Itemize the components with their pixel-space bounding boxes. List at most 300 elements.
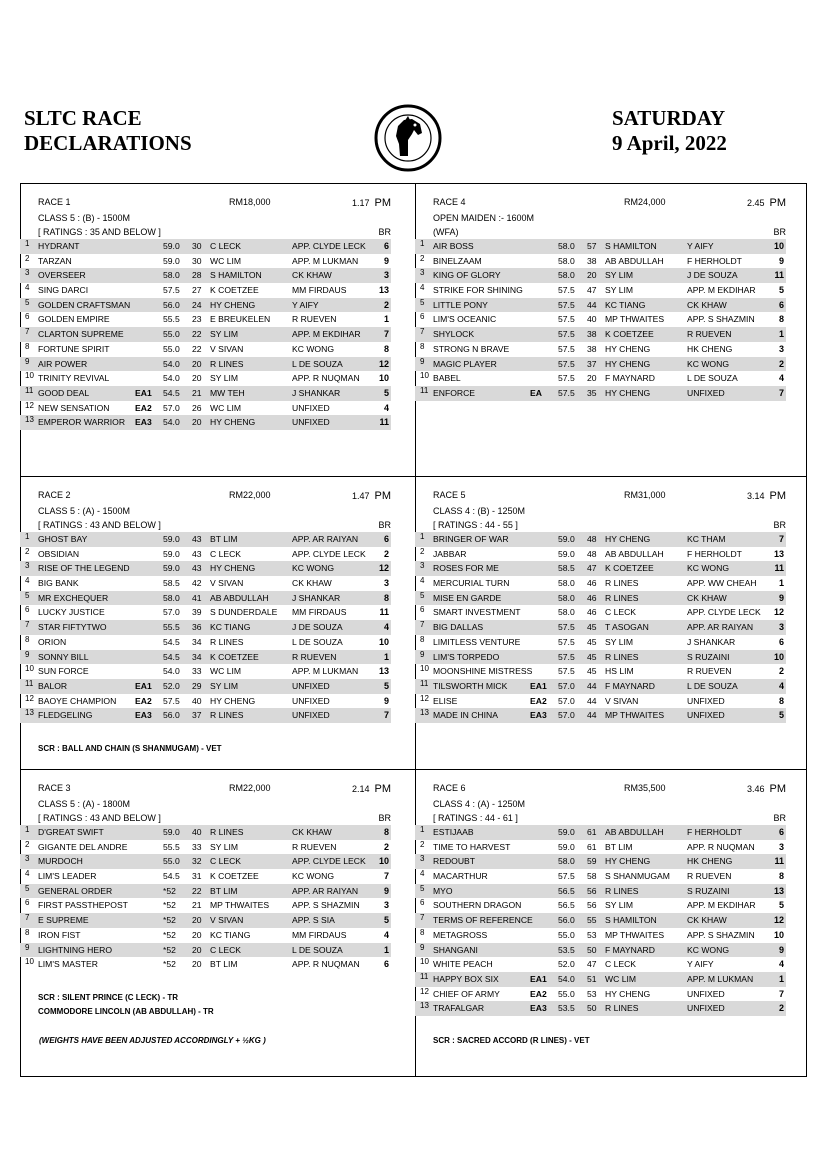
jockey: WC LIM [605,973,637,984]
horse-name: MACARTHUR [433,871,488,882]
ratings-text: [ RATINGS : 44 - 61 ] [433,813,518,823]
runner-row [415,371,786,386]
jockey: R LINES [605,578,639,589]
race-time-ampm: PM [374,197,391,209]
horse-name: LIM'S MASTER [38,959,98,970]
race-date [612,106,727,156]
runner-number: 2 [25,253,30,263]
trainer: APP. M EKDIHAR [687,900,756,911]
horse-name: MISE EN GARDE [433,592,502,603]
barrier: 8 [383,827,389,837]
race-number: RACE 3 [38,783,71,793]
barrier: 1 [778,329,784,340]
barrier: 7 [383,871,389,882]
runner-row [20,635,391,650]
horse-name: ROSES FOR ME [433,563,499,574]
horse-name: CHIEF OF ARMY [433,988,500,999]
weight: 58.0 [558,270,575,281]
jockey: MP THWAITES [605,929,665,940]
weight: 56.0 [558,915,575,926]
barrier: 3 [778,622,784,633]
weight: 58.0 [558,578,575,589]
weight: 57.0 [163,402,180,413]
rating: 47 [587,285,597,296]
weight: 55.0 [558,988,575,999]
barrier: 1 [383,651,389,662]
rating: 20 [192,944,202,955]
trainer: APP. CLYDE LECK [292,548,366,559]
barrier: 7 [778,534,784,544]
trainer: J SHANKAR [292,387,341,398]
race-time-ampm: PM [769,783,786,795]
trainer: APP. R NUQMAN [687,841,755,852]
jockey: S SHANMUGAM [605,871,670,882]
horse-name: KING OF GLORY [433,270,501,281]
weight: 57.0 [558,710,575,721]
rating: 44 [587,710,597,721]
rating: 44 [587,299,597,310]
jockey: V SIVAN [210,915,244,926]
rating: 33 [192,666,202,677]
runner-row [415,547,786,562]
race-time-ampm: PM [374,783,391,795]
jockey: HY CHENG [605,856,651,867]
runner-number: 1 [420,239,425,248]
trainer: APP. S SHAZMIN [687,929,755,940]
weight: 55.0 [163,329,180,340]
horse-name: OBSIDIAN [38,548,80,559]
barrier: 6 [778,299,784,310]
row-divider-2 [20,769,807,770]
race-number: RACE 4 [433,197,466,207]
barrier: 10 [378,636,389,647]
runner-row [20,664,391,679]
runner-row [415,576,786,591]
rating: 30 [192,255,202,266]
trainer: R RUEVEN [292,314,337,325]
runner-row [20,650,391,665]
race-day: SATURDAY [612,106,726,130]
trainer: APP. M LUKMAN [292,255,359,266]
runner-number: 2 [25,839,30,849]
jockey: HY CHENG [210,417,256,428]
barrier: 2 [383,299,389,310]
runner-row [20,386,391,401]
runner-row [415,650,786,665]
barrier: 3 [383,578,389,589]
runner-number: 10 [25,957,34,967]
race-ratings [20,811,391,825]
weight: 54.5 [163,636,180,647]
horse-name: LIM'S TORPEDO [433,651,500,662]
race-time [352,490,391,502]
runner-number: 10 [420,957,429,967]
rating: 41 [192,592,202,603]
runner-number: 5 [420,297,425,307]
horse-name: GHOST BAY [38,534,88,544]
trainer: KC WONG [687,563,730,574]
rating: 20 [192,417,202,428]
ratings-text: [ RATINGS : 35 AND BELOW ] [38,227,161,237]
trainer: HK CHENG [687,856,733,867]
jockey: HY CHENG [605,358,651,369]
rating: 51 [587,973,597,984]
jockey: K COETZEE [210,651,259,662]
horse-name: MOONSHINE MISTRESS [433,666,533,677]
runner-row [415,928,786,943]
jockey: MP THWAITES [605,710,665,721]
rating: 48 [587,534,597,544]
horse-name: TRINITY REVIVAL [38,373,110,384]
race-number: RACE 6 [433,783,466,793]
rating: 61 [587,827,597,837]
race-time [352,783,391,795]
barrier: 5 [778,285,784,296]
runner-row [20,576,391,591]
jockey: KC TIANG [605,299,646,310]
weight: 54.0 [163,666,180,677]
horse-name: BALOR [38,680,68,691]
race-time-value: 2.14 [351,784,370,794]
rating: 23 [192,314,202,325]
trainer: UNFIXED [687,387,725,398]
trainer: APP. AR RAIYAN [292,885,359,896]
horse-name: TRAFALGAR [433,1003,485,1014]
race-panel [20,783,391,972]
horse-name: MURDOCH [38,856,83,867]
rating: 45 [587,666,597,677]
barrier: 12 [378,563,389,574]
trainer: S RUZAINI [687,885,730,896]
barrier: 4 [383,622,389,633]
runner-row [20,327,391,342]
barrier: 5 [778,900,784,911]
weight: 59.0 [163,241,180,251]
race-purse: RM22,000 [229,490,271,500]
rating: 58 [587,871,597,882]
weight: 53.5 [558,944,575,955]
runner-number: 8 [25,341,30,351]
rating: 50 [587,944,597,955]
barrier: 4 [383,402,389,413]
trainer: KC WONG [292,563,335,574]
club-logo [374,100,442,178]
barrier: 10 [773,929,784,940]
weight: 57.5 [558,299,575,310]
barrier: 3 [778,841,784,852]
weight: 54.0 [163,358,180,369]
rating: 56 [587,900,597,911]
rating: 45 [587,651,597,662]
rating: 40 [192,695,202,706]
runner-number: 7 [420,913,425,923]
weight: 58.0 [163,270,180,281]
trainer: UNFIXED [292,710,330,721]
horse-name: STRONG N BRAVE [433,343,510,354]
barrier: 10 [378,856,389,867]
runner-number: 4 [25,576,30,586]
barrier: 6 [383,241,389,251]
trainer: R RUEVEN [292,651,337,662]
barrier-header: BR [773,813,786,823]
jockey: E BREUKELEN [210,314,271,325]
horse-name: MERCURIAL TURN [433,578,510,589]
jockey: R LINES [605,1003,639,1014]
runner-number: 10 [420,371,429,381]
jockey: HY CHENG [605,387,651,398]
runner-row [415,268,786,283]
weight: 57.5 [558,651,575,662]
weight: 59.0 [558,534,575,544]
rating: 22 [192,329,202,340]
race-purse: RM18,000 [229,197,271,207]
barrier: 13 [378,666,389,677]
rating: 37 [192,710,202,721]
weight: 55.5 [163,841,180,852]
rating: 20 [192,915,202,926]
rating: 20 [192,929,202,940]
runner-row [415,620,786,635]
horse-name: RISE OF THE LEGEND [38,563,130,574]
rating: 34 [192,651,202,662]
horse-name: SHANGANI [433,944,478,955]
race-time-ampm: PM [769,490,786,502]
weight: *52 [163,944,176,955]
race-time-value: 1.47 [351,491,370,501]
horse-name: GIGANTE DEL ANDRE [38,841,128,852]
race-header [20,783,391,797]
runner-row [415,913,786,928]
trainer: APP. S SHAZMIN [687,314,755,325]
horse-name: D'GREAT SWIFT [38,827,104,837]
runner-row [20,869,391,884]
horse-name: ELISE [433,695,458,706]
runner-row [415,957,786,972]
race-panel [20,197,391,430]
jockey: V SIVAN [210,343,244,354]
weight: 56.5 [558,885,575,896]
trainer: APP. M EKDIHAR [292,329,361,340]
runner-row [20,268,391,283]
barrier-header: BR [378,520,391,530]
runner-number: 4 [420,869,425,879]
rating: 40 [192,827,202,837]
rating: 29 [192,680,202,691]
horse-name: SUN FORCE [38,666,89,677]
trainer: APP. M LUKMAN [687,973,754,984]
race-time [747,197,786,209]
jockey: K COETZEE [210,285,259,296]
rating: 53 [587,929,597,940]
trainer: KC WONG [687,944,730,955]
rating: 48 [587,548,597,559]
runner-row [415,561,786,576]
horse-name: AIR POWER [38,358,88,369]
horse-name: FORTUNE SPIRIT [38,343,110,354]
ratings-text: [ RATINGS : 44 - 55 ] [433,520,518,530]
trainer: UNFIXED [687,695,725,706]
jockey: R LINES [210,358,244,369]
runner-number: 4 [420,283,425,293]
race-header [20,197,391,211]
weight: 57.5 [558,636,575,647]
runner-number: 5 [25,297,30,307]
rating: 47 [587,563,597,574]
trainer: R RUEVEN [292,841,337,852]
runner-row [20,239,391,254]
rating: 59 [587,856,597,867]
barrier: 8 [778,695,784,706]
trainer: L DE SOUZA [292,944,343,955]
weight: 54.0 [163,373,180,384]
runner-number: 11 [25,385,34,395]
runner-number: 6 [420,312,425,322]
race-time [747,783,786,795]
runner-row [415,635,786,650]
rating: 39 [192,607,202,618]
barrier: 12 [773,915,784,926]
rating: 34 [192,636,202,647]
runner-row [415,254,786,269]
runner-number: 12 [25,693,34,703]
horse-name: TARZAN [38,255,72,266]
jockey: BT LIM [210,885,238,896]
jockey: WC LIM [210,402,242,413]
title-line-1: SLTC RACE [24,106,142,130]
weight: 57.5 [558,329,575,340]
runner-number: 9 [420,356,425,366]
runner-row [415,327,786,342]
horse-name: SHYLOCK [433,329,475,340]
runner-number: 3 [25,854,30,864]
barrier: 9 [383,255,389,266]
weight: 55.5 [163,622,180,633]
rating: 38 [587,329,597,340]
race-time-value: 1.17 [351,198,370,208]
jockey: S HAMILTON [210,270,262,281]
race-purse: RM22,000 [229,783,271,793]
runner-row [415,342,786,357]
weight: 58.5 [558,563,575,574]
rating: 35 [587,387,597,398]
trainer: L DE SOUZA [292,636,343,647]
barrier: 11 [774,270,784,281]
runner-number: 6 [25,898,30,908]
weight: *52 [163,885,176,896]
runner-row [20,825,391,840]
trainer: KC WONG [292,871,335,882]
race-panel [415,783,786,1016]
jockey: F MAYNARD [605,680,655,691]
race-date-text: 9 April, 2022 [612,131,727,155]
runner-number: 13 [420,1001,429,1011]
trainer: APP. WW CHEAH [687,578,757,589]
jockey: HY CHENG [210,563,256,574]
barrier: 1 [778,578,784,589]
weight: 57.0 [558,680,575,691]
runner-number: 8 [420,927,425,937]
jockey: S HAMILTON [605,241,657,251]
emergency-acceptor: EA2 [135,695,152,706]
runner-row [415,357,786,372]
horse-name: JABBAR [433,548,467,559]
runner-number: 12 [25,400,34,410]
runner-number: 2 [420,253,425,263]
runner-row [20,371,391,386]
emergency-acceptor: EA3 [135,710,152,721]
runner-row [415,298,786,313]
horse-name: LIGHTNING HERO [38,944,113,955]
barrier: 8 [383,343,389,354]
barrier: 11 [774,856,784,867]
weight: 54.5 [163,387,180,398]
runner-number: 8 [25,634,30,644]
emergency-acceptor: EA3 [530,710,547,721]
runner-number: 7 [25,913,30,923]
jockey: C LECK [605,607,637,618]
runner-number: 6 [25,605,30,615]
trainer: CK KHAW [292,270,332,281]
runner-row [20,708,391,723]
title-line-2: DECLARATIONS [24,131,192,155]
jockey: MW TEH [210,387,245,398]
rating: 37 [587,358,597,369]
runner-row [20,605,391,620]
trainer: S RUZAINI [687,651,730,662]
rating: 20 [587,373,597,384]
runner-row [415,664,786,679]
runner-number: 11 [420,385,429,395]
weight: 58.0 [558,255,575,266]
runner-row [20,943,391,958]
race-time-value: 2.45 [746,198,765,208]
horse-name: MR EXCHEQUER [38,592,109,603]
weight: 55.0 [558,929,575,940]
runner-number: 3 [420,268,425,278]
ratings-text: [ RATINGS : 43 AND BELOW ] [38,520,161,530]
runner-number: 2 [25,546,30,556]
weight: 54.0 [558,973,575,984]
emergency-acceptor: EA2 [530,988,547,999]
barrier: 2 [383,548,389,559]
weight: 59.0 [163,534,180,544]
jockey: HY CHENG [210,695,256,706]
weight: 54.0 [163,417,180,428]
jockey: KC TIANG [210,929,251,940]
runner-number: 4 [25,283,30,293]
barrier: 6 [778,827,784,837]
trainer: APP. S SHAZMIN [292,900,360,911]
weight: 59.0 [163,255,180,266]
runner-row [415,283,786,298]
runner-number: 5 [420,883,425,893]
jockey: R LINES [605,885,639,896]
barrier: 6 [778,636,784,647]
barrier: 7 [383,710,389,721]
weight: 58.0 [163,592,180,603]
trainer: UNFIXED [687,710,725,721]
jockey: R LINES [605,592,639,603]
jockey: SY LIM [605,270,634,281]
jockey: V SIVAN [605,695,639,706]
barrier: 3 [778,343,784,354]
emergency-acceptor: EA1 [530,973,547,984]
horse-name: ENFORCE [433,387,476,398]
trainer: F HERHOLDT [687,548,742,559]
runner-number: 1 [25,532,30,541]
rating: 45 [587,622,597,633]
runner-number: 13 [25,415,34,425]
